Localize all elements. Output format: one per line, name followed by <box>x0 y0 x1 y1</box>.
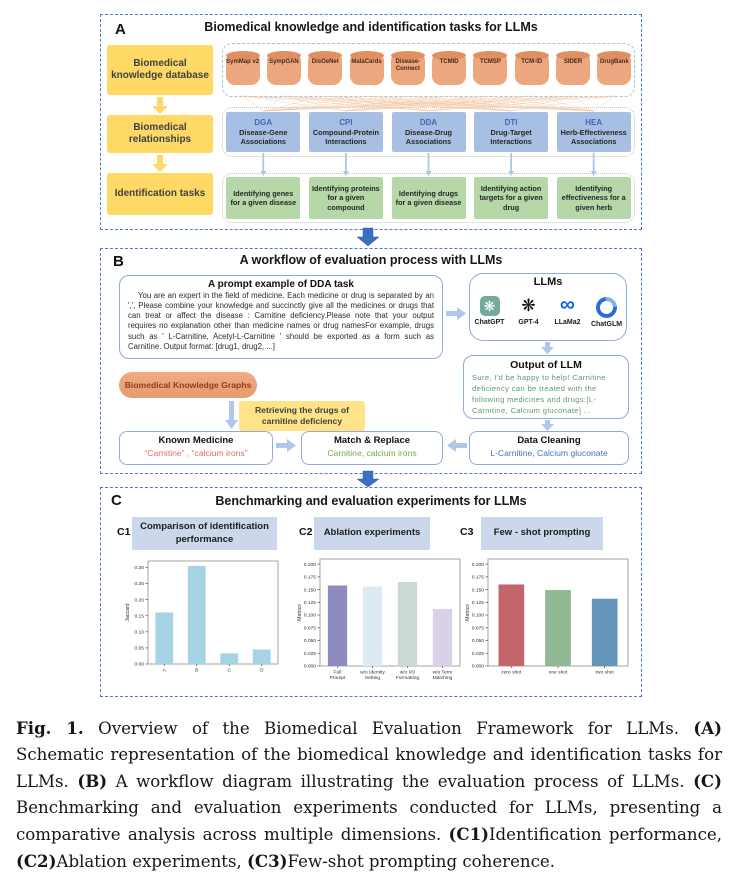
svg-text:zero shot: zero shot <box>501 670 522 676</box>
section-c3-header: Few - shot prompting <box>481 517 603 550</box>
database-name: DisGeNet <box>311 59 339 65</box>
svg-text:0.000: 0.000 <box>303 664 316 670</box>
database-name: MalaCards <box>351 59 382 65</box>
relationship-box <box>392 112 466 152</box>
svg-text:C: C <box>227 668 232 674</box>
prompt-example-title: A prompt example of DDA task <box>208 279 354 290</box>
section-c1-label: C1 <box>117 526 131 538</box>
svg-text:0.20: 0.20 <box>134 598 144 604</box>
chatglm-logo-icon <box>592 293 622 323</box>
svg-text:0.175: 0.175 <box>471 575 484 581</box>
bar-chart-svg <box>293 552 465 686</box>
llm-label: ChatGLM <box>590 321 623 328</box>
svg-text:Jaccard: Jaccard <box>125 603 131 622</box>
svg-text:0.200: 0.200 <box>303 562 316 568</box>
caption-bold-segment: (C2) <box>16 850 57 871</box>
svg-text:B: B <box>195 668 199 674</box>
database-name: SymMap v2 <box>226 59 260 65</box>
relationship-box <box>309 112 383 152</box>
arrow-right-icon <box>276 439 296 452</box>
svg-text:0.050: 0.050 <box>471 639 484 645</box>
task-box: Identifying genes for a given disease <box>226 177 300 219</box>
svg-text:w/o Identity: w/o Identity <box>360 670 385 676</box>
known-medicine-box <box>119 431 273 465</box>
caption-segment: Ablation experiments, <box>56 851 248 871</box>
svg-text:0.025: 0.025 <box>303 651 316 657</box>
arrow-right-icon <box>446 307 466 320</box>
biomedical-knowledge-graphs-shape: Biomedical Knowledge Graphs <box>119 372 257 398</box>
side-box-relationships: Biomedical relationships <box>107 115 213 153</box>
caption-segment: Benchmarking and evaluation experiments conducted for LLMs, presenting a comparative analysis across multiple dimensions. <box>16 797 722 844</box>
data-cleaning-box <box>469 431 629 465</box>
database-name: TCMSP <box>479 59 501 65</box>
section-c1-header: Comparison of identification performance <box>132 517 277 550</box>
arrow-down-icon <box>225 401 238 429</box>
svg-text:0.025: 0.025 <box>471 651 484 657</box>
panel-a-label: A <box>115 21 126 38</box>
caption-bold-segment: Fig. 1. <box>16 717 84 738</box>
svg-text:w/o I/O: w/o I/O <box>399 670 416 676</box>
llm-logo-row <box>470 293 626 328</box>
database-cylinder <box>226 55 260 85</box>
llm-label: ChatGPT <box>474 319 505 326</box>
svg-text:0.000: 0.000 <box>471 664 484 670</box>
panel-b-title: A workflow of evaluation process with LLMs <box>239 253 503 267</box>
llm-item-chatgpt <box>472 296 508 326</box>
known-medicine-value: “Carnitine” , “calcium irons” <box>144 448 248 458</box>
match-replace-box <box>301 431 443 465</box>
llm-output-body: Sure, I'd be happy to help! Carnitine deficiency can be treated with the following medicines and drugs:[L-Carnitine, Calcium gluconate] ... <box>472 373 606 415</box>
svg-text:Formatting: Formatting <box>395 676 420 681</box>
arrow-down-icon <box>541 342 554 354</box>
relationship-box <box>557 112 631 152</box>
panel-c-title: Benchmarking and evaluation experiments for LLMs <box>215 494 527 508</box>
prompt-example-body: You are an expert in the field of medicine. Each medicine or drug is separated by an ',', Please combine your knowledge and succinctly give all the medicines or drugs that can treat or affect the disease : Carnitine deficiency.Please note that your output requires no explanation other than medicine names or drug namesFor example, drugs such as ' L-Carnitine, Acetyl-L-Carnitine ' should be exported as a form such as Carnitine. Output format: [drug1, drug2, ...] <box>128 291 434 351</box>
panel-a <box>100 14 642 230</box>
panel-b-label: B <box>113 253 124 270</box>
arrow-left-icon <box>447 439 467 452</box>
svg-text:0.15: 0.15 <box>134 614 144 620</box>
relationship-abbr: DTI <box>504 118 518 128</box>
panel-b <box>100 248 642 474</box>
svg-text:0.05: 0.05 <box>134 646 144 652</box>
data-cleaning-title: Data Cleaning <box>517 435 581 446</box>
svg-text:0.075: 0.075 <box>303 626 316 632</box>
caption-segment: A workflow diagram illustrating the evaluation process of LLMs. <box>107 771 694 791</box>
svg-text:Metrics: Metrics <box>465 604 471 621</box>
svg-text:0.125: 0.125 <box>471 601 484 607</box>
panel-c-label: C <box>111 492 122 509</box>
data-cleaning-value: L-Carnitine, Calcium gluconate <box>490 448 608 458</box>
panel-a-title: Biomedical knowledge and identification tasks for LLMs <box>204 20 538 34</box>
caption-segment: Identification performance, <box>489 824 722 844</box>
svg-text:Matching: Matching <box>432 676 453 681</box>
side-box-identification-tasks: Identification tasks <box>107 173 213 215</box>
svg-text:A: A <box>162 668 166 674</box>
gpt4-logo-icon: ❋ <box>521 296 536 315</box>
llms-title: LLMs <box>533 276 563 288</box>
svg-text:0.200: 0.200 <box>471 562 484 568</box>
prompt-example-box <box>119 275 443 359</box>
known-medicine-title: Known Medicine <box>158 435 234 446</box>
relationship-abbr: DGA <box>254 118 273 128</box>
section-c2-label: C2 <box>299 526 313 538</box>
database-cylinder <box>308 55 342 85</box>
database-cylinder <box>391 55 425 85</box>
svg-text:0.050: 0.050 <box>303 639 316 645</box>
database-name: TCM-ID <box>521 59 543 65</box>
svg-text:0.00: 0.00 <box>134 662 144 668</box>
database-name: TCMID <box>439 59 459 65</box>
chart-identification-performance <box>121 554 283 684</box>
flow-arrow-b-to-c-icon <box>357 471 379 487</box>
task-box: Identifying action targets for a given drug <box>474 177 548 219</box>
svg-text:0.100: 0.100 <box>471 613 484 619</box>
relationship-box <box>226 112 300 152</box>
database-name: SympGAN <box>269 59 299 65</box>
svg-text:0.30: 0.30 <box>134 566 144 572</box>
match-replace-value: Carnitine, calcium irons <box>327 448 417 458</box>
task-box: Identifying drugs for a given disease <box>392 177 466 219</box>
svg-text:Metrics: Metrics <box>297 604 303 621</box>
llm-output-box <box>463 355 629 419</box>
llm-label: GPT-4 <box>518 319 539 326</box>
caption-segment: Schematic representation of the biomedical knowledge and identification tasks for LLMs. <box>16 744 722 791</box>
caption-bold-segment: (A) <box>693 717 722 738</box>
chatgpt-logo-icon: ❋ <box>480 296 500 316</box>
relationship-name: Compound-Protein Interactions <box>312 127 379 146</box>
bar-chart-svg <box>121 554 283 684</box>
svg-text:0.10: 0.10 <box>134 630 144 636</box>
section-c2-header: Ablation experiments <box>314 517 430 550</box>
database-cylinder <box>267 55 301 85</box>
svg-text:D: D <box>259 668 264 674</box>
llm-item-chatglm <box>589 296 625 328</box>
svg-text:0.125: 0.125 <box>303 601 316 607</box>
llm-output-title: Output of LLM <box>510 359 582 371</box>
llm-item-gpt4 <box>511 296 547 326</box>
relationship-abbr: DDA <box>419 118 438 128</box>
arrow-down-icon <box>541 420 554 431</box>
meta-infinity-icon: ∞ <box>560 293 575 316</box>
database-cylinder <box>350 55 384 85</box>
database-cylinder <box>597 55 631 85</box>
panel-c <box>100 487 642 697</box>
database-name: SIDER <box>563 59 583 65</box>
database-name: DrugBank <box>600 59 629 65</box>
caption-segment: Few-shot prompting coherence. <box>287 851 555 871</box>
chart-few-shot-prompting <box>461 552 633 686</box>
svg-text:two shot: two shot <box>595 670 614 676</box>
database-name: Disease-Connect <box>395 59 421 72</box>
svg-text:w/o Term: w/o Term <box>432 670 453 676</box>
svg-text:Setting: Setting <box>364 676 381 681</box>
caption-segment: Overview of the Biomedical Evaluation Framework for LLMs. <box>83 718 694 738</box>
relationship-box <box>474 112 548 152</box>
svg-text:Prompt: Prompt <box>329 676 346 681</box>
caption-bold-segment: (C1) <box>448 823 489 844</box>
relationship-name: Drug-Target Interactions <box>490 127 532 146</box>
side-box-knowledge-database: Biomedical knowledge database <box>107 45 213 95</box>
task-box: Identifying effectiveness for a given herb <box>557 177 631 219</box>
match-replace-title: Match & Replace <box>333 435 411 446</box>
caption-bold-segment: (B) <box>77 770 108 791</box>
database-cylinder <box>473 55 507 85</box>
llm-label: LLaMa2 <box>554 319 581 326</box>
figure-caption <box>16 715 722 875</box>
relationship-name: Disease-Gene Associations <box>239 127 288 146</box>
caption-bold-segment: (C3) <box>247 850 288 871</box>
bar-chart-svg <box>461 552 633 686</box>
llms-box <box>469 273 627 341</box>
database-cylinder <box>556 55 590 85</box>
relationship-name: Disease-Drug Associations <box>404 127 453 146</box>
relationship-name: Herb-Effectiveness Associations <box>560 127 627 146</box>
database-cylinder <box>515 55 549 85</box>
svg-text:0.075: 0.075 <box>471 626 484 632</box>
section-c3-label: C3 <box>460 526 474 538</box>
flow-arrow-a-to-b-icon <box>357 228 379 246</box>
svg-text:0.100: 0.100 <box>303 613 316 619</box>
svg-text:Full: Full <box>333 670 342 676</box>
task-box: Identifying proteins for a given compound <box>309 177 383 219</box>
svg-text:0.150: 0.150 <box>303 588 316 594</box>
caption-bold-segment: (C) <box>693 770 722 791</box>
svg-text:0.175: 0.175 <box>303 575 316 581</box>
svg-text:one shot: one shot <box>548 670 568 676</box>
relationship-abbr: HEA <box>585 118 603 128</box>
chart-ablation-experiments <box>293 552 465 686</box>
svg-text:0.150: 0.150 <box>471 588 484 594</box>
database-cylinder <box>432 55 466 85</box>
retrieving-label-box: Retrieving the drugs of carnitine deficiency <box>239 401 365 431</box>
svg-text:0.25: 0.25 <box>134 582 144 588</box>
relationship-abbr: CPI <box>339 118 353 128</box>
llm-item-llama2 <box>550 293 586 326</box>
